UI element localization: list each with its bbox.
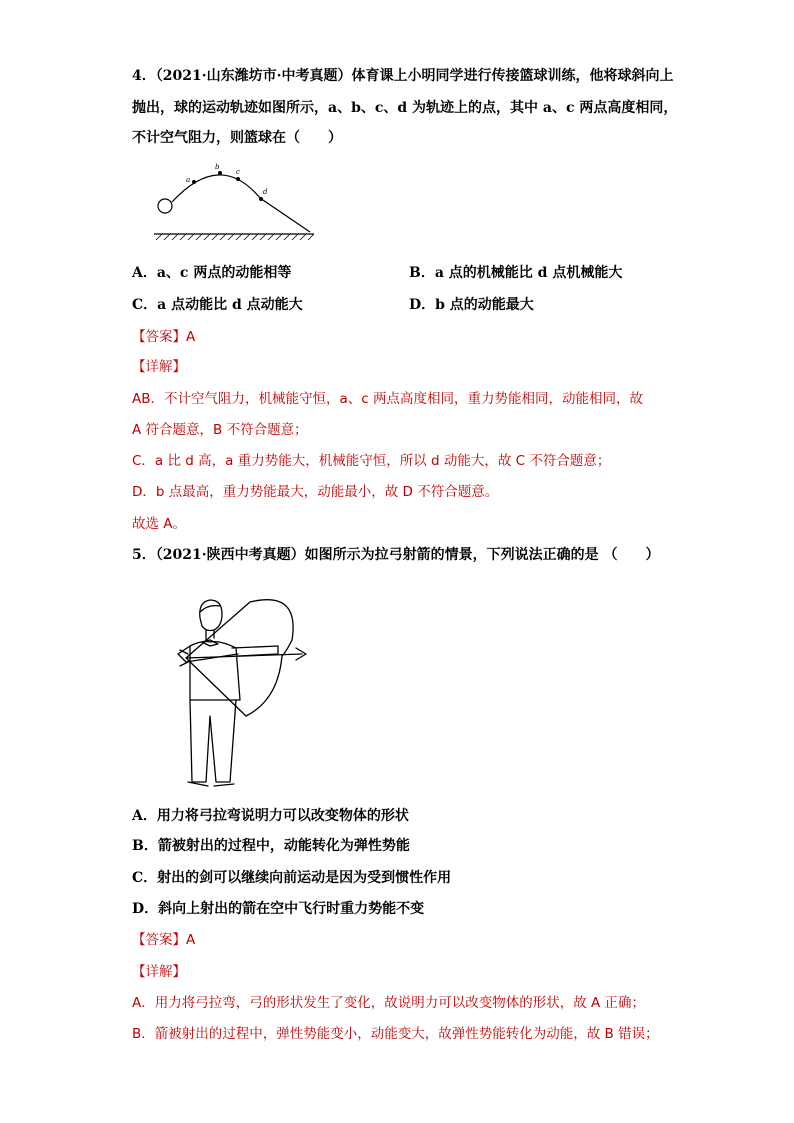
label-a: a	[186, 176, 191, 184]
q4-detail-line-2: A 符合题意，B 不符合题意；	[132, 422, 308, 438]
q4-detail-line-4: D．b 点最高，重力势能最大，动能最小，故 D 不符合题意。	[132, 484, 499, 500]
label-b: b	[215, 163, 220, 171]
archer-figure	[150, 590, 315, 790]
q5-stem: 5．（2021·陕西中考真题）如图所示为拉弓射箭的情景，下列说法正确的是 （ ）	[132, 547, 660, 563]
q4-detail-label: 【详解】	[132, 359, 186, 375]
q4-option-b: B．a 点的机械能比 d 点机械能大	[409, 265, 623, 281]
basketball	[158, 199, 172, 213]
q5-detail-label: 【详解】	[132, 964, 186, 980]
q5-option-a: A．用力将弓拉弯说明力可以改变物体的形状	[132, 808, 409, 824]
q4-option-d: D．b 点的动能最大	[409, 297, 534, 313]
label-d: d	[263, 188, 268, 196]
q5-answer: 【答案】A	[132, 932, 196, 948]
q4-option-c: C．a 点动能比 d 点动能大	[132, 297, 303, 313]
q5-detail-line-1: A．用力将弓拉弯，弓的形状发生了变化，故说明力可以改变物体的形状，故 A 正确；	[132, 995, 646, 1011]
q4-stem-line-2: 抛出，球的运动轨迹如图所示，a、b、c、d 为轨迹上的点，其中 a、c 两点高度相同，	[132, 100, 678, 116]
q4-stem-line-3: 不计空气阻力，则篮球在（ ）	[132, 130, 342, 146]
q4-answer: 【答案】A	[132, 329, 196, 345]
q4-option-a: A．a、c 两点的动能相等	[132, 265, 292, 281]
q5-option-b: B．箭被射出的过程中，动能转化为弹性势能	[132, 838, 410, 854]
q4-detail-line-5: 故选 A。	[132, 516, 187, 532]
basketball-trajectory-figure	[150, 160, 320, 242]
q4-stem-line-1: 4．（2021·山东潍坊市·中考真题）体育课上小明同学进行传接篮球训练，他将球斜向上	[132, 68, 674, 84]
q5-option-c: C．射出的剑可以继续向前运动是因为受到惯性作用	[132, 870, 452, 886]
q5-option-d: D．斜向上射出的箭在空中飞行时重力势能不变	[132, 901, 425, 917]
q4-detail-line-1: AB．不计空气阻力，机械能守恒，a、c 两点高度相同，重力势能相同，动能相同，故	[132, 391, 643, 407]
q4-detail-line-3: C．a 比 d 高，a 重力势能大，机械能守恒，所以 d 动能大，故 C 不符合题意；	[132, 453, 611, 469]
q5-detail-line-2: B．箭被射出的过程中，弹性势能变小，动能变大，故弹性势能转化为动能，故 B 错误；	[132, 1026, 659, 1042]
label-c: c	[236, 168, 240, 176]
